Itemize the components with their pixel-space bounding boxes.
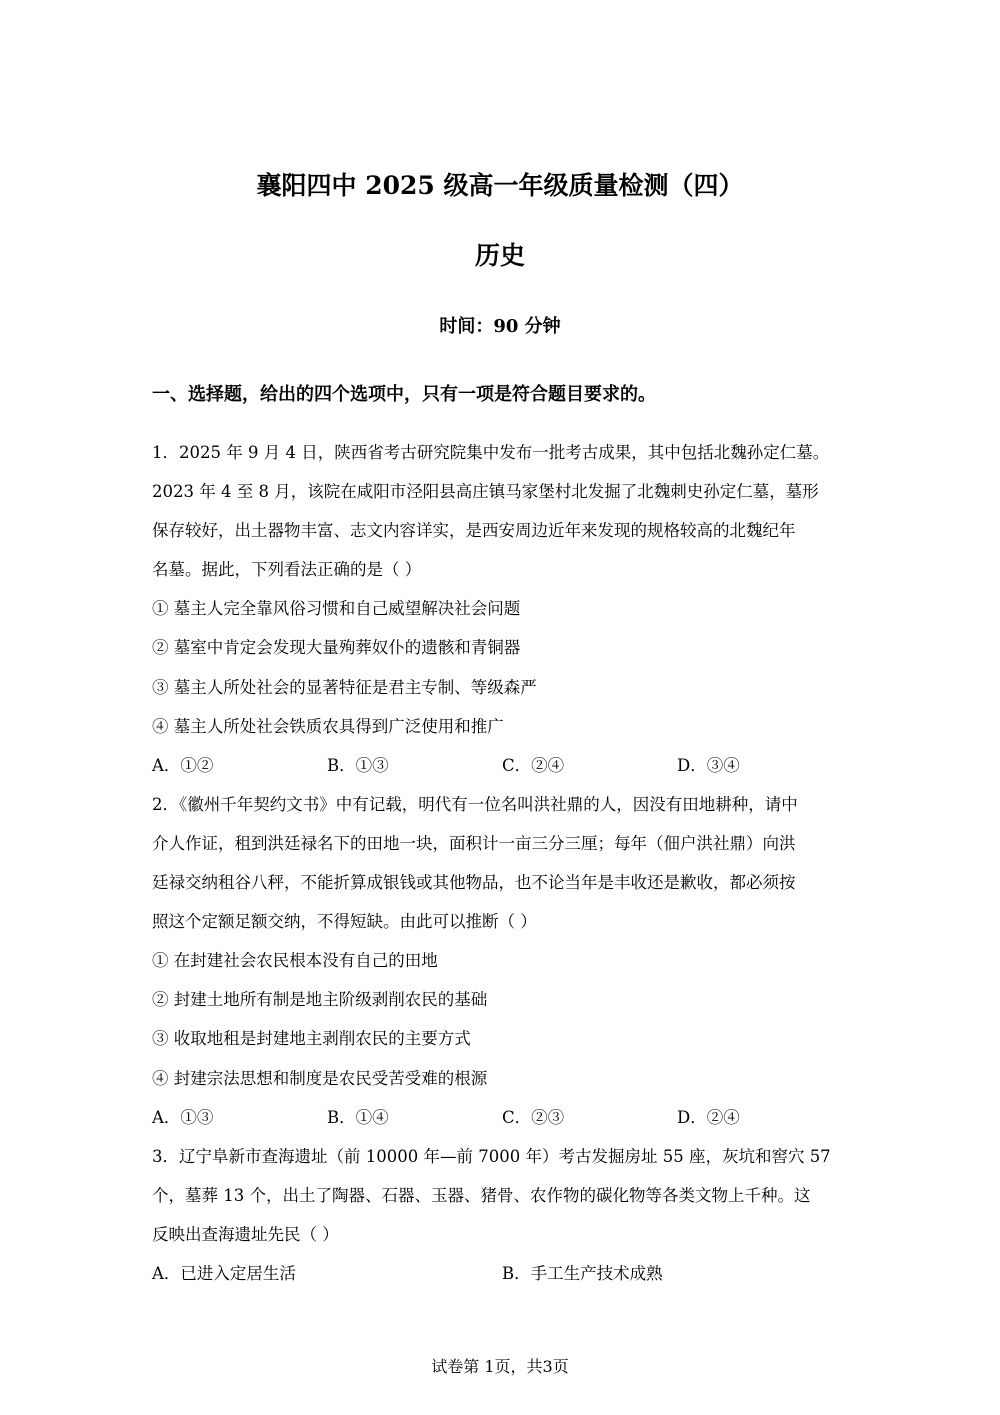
question-1-item-2: ② 墓室中肯定会发现大量殉葬奴仆的遗骸和青铜器 — [152, 638, 521, 658]
question-2-item-2: ② 封建土地所有制是地主阶级剥削农民的基础 — [152, 990, 488, 1010]
question-3-stem-line: 3．辽宁阜新市查海遗址（前 10000 年—前 7000 年）考古发掘房址 55 座，灰坑和窖穴 57 — [152, 1146, 831, 1166]
question-3-stem-line: 反映出查海遗址先民（ ） — [152, 1224, 339, 1244]
question-2-item-1: ① 在封建社会农民根本没有自己的田地 — [152, 951, 438, 971]
question-2-option-d: D．②④ — [677, 1107, 740, 1127]
question-2-option-a: A．①③ — [152, 1107, 214, 1127]
question-3-stem-line: 个，墓葬 13 个，出土了陶器、石器、玉器、猪骨、农作物的碳化物等各类文物上千种。这 — [152, 1185, 811, 1205]
time-limit: 时间：90 分钟 — [439, 316, 561, 337]
questions-body — [152, 433, 852, 1293]
section-heading: 一、选择题，给出的四个选项中，只有一项是符合题目要求的。 — [152, 384, 656, 405]
question-2-option-c: C．②③ — [502, 1107, 565, 1127]
question-2-stem-line: 照这个定额足额交纳，不得短缺。由此可以推断（ ） — [152, 912, 537, 932]
exam-title: 襄阳四中 2025 级高一年级质量检测（四） — [256, 171, 744, 200]
question-1-option-c: C．②④ — [502, 755, 565, 775]
question-3 — [152, 1137, 852, 1293]
question-1 — [152, 433, 852, 785]
question-1-stem-line: 名墓。据此，下列看法正确的是（ ） — [152, 560, 422, 580]
question-1-option-d: D．③④ — [677, 755, 740, 775]
question-3-option-a: A．已进入定居生活 — [152, 1263, 296, 1283]
question-2-stem-line: 介人作证，租到洪廷禄名下的田地一块，面积计一亩三分三厘；每年（佃户洪社鼎）向洪 — [152, 833, 796, 853]
question-2-stem-line: 2．《徽州千年契约文书》中有记载，明代有一位名叫洪社鼎的人，因没有田地耕种，请中 — [152, 794, 798, 814]
question-1-item-4: ④ 墓主人所处社会铁质农具得到广泛使用和推广 — [152, 716, 504, 736]
question-1-stem-line: 2023 年 4 至 8 月，该院在咸阳市泾阳县高庄镇马家堡村北发掘了北魏刺史孙定仁墓，墓形 — [152, 482, 819, 502]
question-2-stem-line: 廷禄交纳租谷八秤，不能折算成银钱或其他物品，也不论当年是丰收还是歉收，都必须按 — [152, 873, 796, 893]
question-1-option-a: A．①② — [152, 755, 214, 775]
question-2-option-b: B．①④ — [327, 1107, 389, 1127]
question-2 — [152, 785, 852, 1137]
question-2-options — [152, 1098, 852, 1137]
question-1-item-1: ① 墓主人完全靠风俗习惯和自己威望解决社会问题 — [152, 599, 521, 619]
question-1-option-b: B．①③ — [327, 755, 389, 775]
subject-title: 历史 — [474, 241, 525, 270]
question-2-item-3: ③ 收取地租是封建地主剥削农民的主要方式 — [152, 1029, 471, 1049]
question-1-stem-line: 1．2025 年 9 月 4 日，陕西省考古研究院集中发布一批考古成果，其中包括北魏孙定仁墓。 — [152, 443, 830, 462]
question-1-item-3: ③ 墓主人所处社会的显著特征是君主专制、等级森严 — [152, 677, 537, 697]
question-3-option-b: B．手工生产技术成熟 — [502, 1263, 663, 1283]
question-2-item-4: ④ 封建宗法思想和制度是农民受苦受难的根源 — [152, 1068, 488, 1088]
question-3-options — [152, 1254, 852, 1293]
question-1-stem-line: 保存较好，出土器物丰富、志文内容详实，是西安周边近年来发现的规格较高的北魏纪年 — [152, 521, 796, 541]
page-footer: 试卷第 1页，共3页 — [431, 1357, 569, 1376]
question-1-options — [152, 746, 852, 785]
